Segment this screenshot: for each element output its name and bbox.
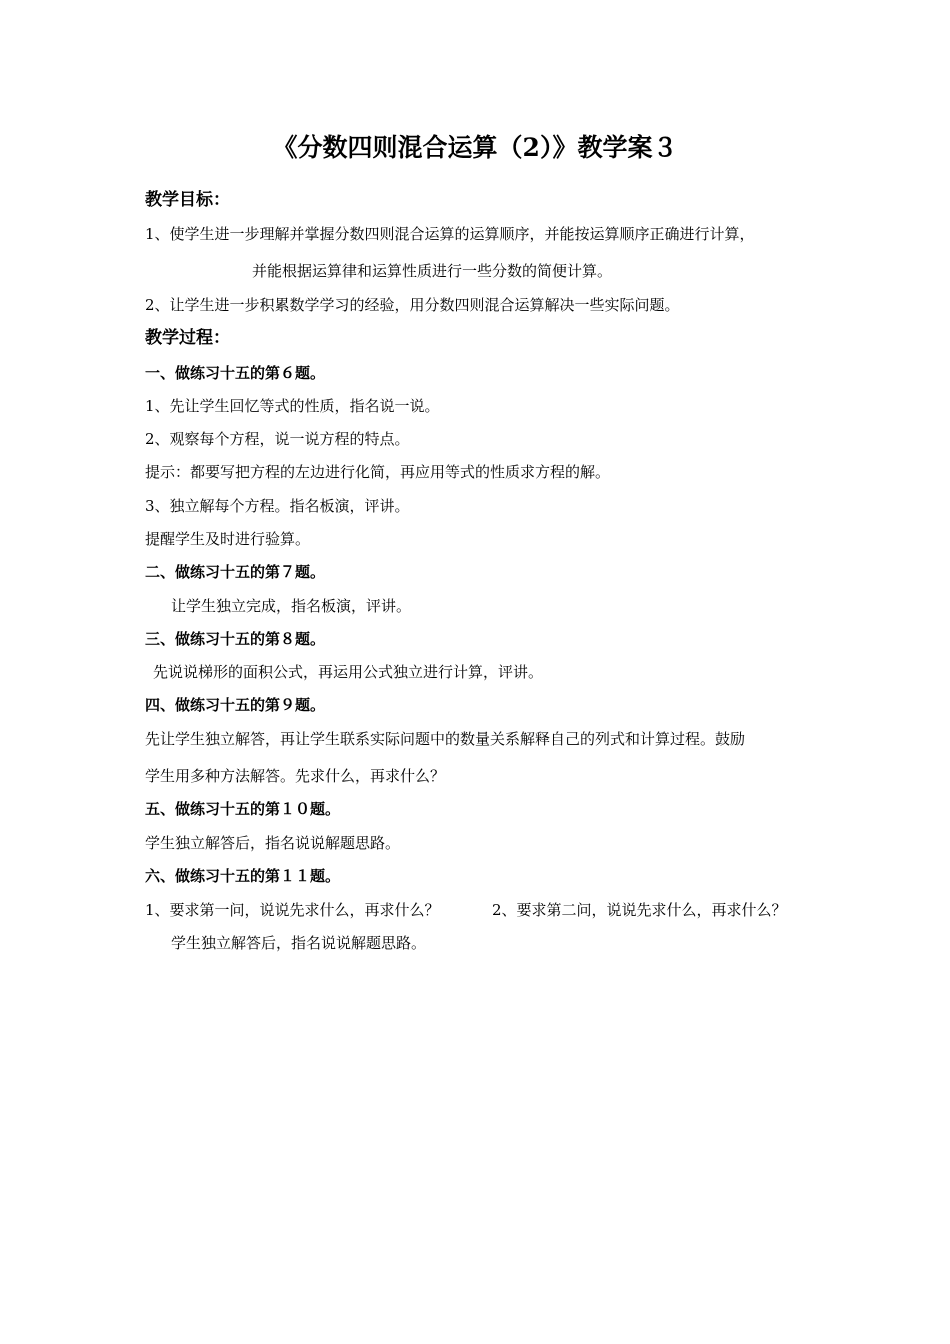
section-1-line-3: 3、独立解每个方程。指名板演，评讲。 (145, 497, 410, 515)
section-5-line-1: 学生独立解答后，指名说说解题思路。 (145, 834, 401, 852)
section-2-line-1: 让学生独立完成，指名板演，评讲。 (171, 597, 412, 615)
section-1-hint: 提示：都要写把方程的左边进行化简，再应用等式的性质求方程的解。 (145, 463, 611, 481)
section-6-heading: 六、做练习十五的第１１题。 (145, 867, 341, 885)
section-1-reminder: 提醒学生及时进行验算。 (145, 530, 311, 548)
section-1-line-1: 1、先让学生回忆等式的性质，指名说一说。 (145, 397, 440, 415)
section-1-line-2: 2、观察每个方程，说一说方程的特点。 (145, 430, 410, 448)
section-3-heading: 三、做练习十五的第８题。 (145, 630, 326, 648)
section-6-question-1: 1、要求第一问，说说先求什么，再求什么？ (145, 901, 440, 919)
document-title: 《分数四则混合运算（2）》教学案３ (272, 133, 678, 162)
section-4-line-1: 先让学生独立解答，再让学生联系实际问题中的数量关系解释自己的列式和计算过程。鼓励 (145, 730, 746, 748)
objective-line-1: 1、使学生进一步理解并掌握分数四则混合运算的运算顺序，并能按运算顺序正确进行计算， (145, 225, 755, 243)
section-6-question-2: 2、要求第二问，说说先求什么，再求什么？ (492, 901, 787, 919)
section-3-line-1: 先说说梯形的面积公式，再运用公式独立进行计算，评讲。 (153, 663, 544, 681)
process-heading: 教学过程： (145, 328, 230, 348)
section-5-heading: 五、做练习十五的第１０题。 (145, 800, 341, 818)
section-4-line-2: 学生用多种方法解答。先求什么，再求什么？ (145, 767, 446, 785)
section-4-heading: 四、做练习十五的第９题。 (145, 696, 326, 714)
objective-line-1-continued: 并能根据运算律和运算性质进行一些分数的简便计算。 (252, 262, 613, 280)
section-2-heading: 二、做练习十五的第７题。 (145, 563, 326, 581)
section-1-heading: 一、做练习十五的第６题。 (145, 364, 326, 382)
objective-line-2: 2、让学生进一步积累数学学习的经验，用分数四则混合运算解决一些实际问题。 (145, 296, 680, 314)
section-6-line-3: 学生独立解答后，指名说说解题思路。 (171, 934, 427, 952)
objectives-heading: 教学目标： (145, 190, 230, 210)
